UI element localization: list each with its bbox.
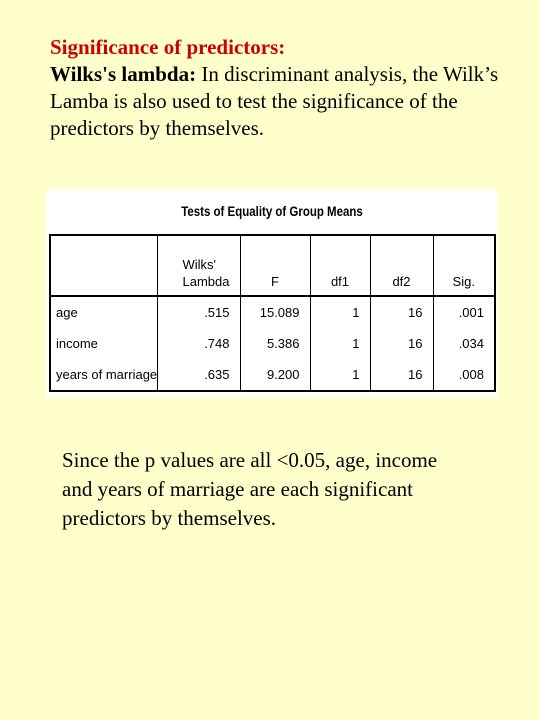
intro-term: Wilks's lambda: xyxy=(50,62,197,86)
cell-sig: .001 xyxy=(433,296,495,328)
row-label: years of marriage xyxy=(50,359,157,391)
group-means-table xyxy=(49,234,496,392)
cell-lambda: .748 xyxy=(157,328,240,359)
header-wilks-lambda xyxy=(157,235,240,296)
cell-sig: .008 xyxy=(433,359,495,391)
cell-f: 15.089 xyxy=(240,296,310,328)
header-df1: df1 xyxy=(310,235,370,296)
header-lambda-line2: Lambda xyxy=(182,274,230,289)
row-label: income xyxy=(50,328,157,359)
header-lambda-line1: Wilks' xyxy=(182,257,217,272)
cell-f: 9.200 xyxy=(240,359,310,391)
table-row xyxy=(50,359,495,391)
intro-paragraph xyxy=(50,61,520,142)
table-row xyxy=(50,296,495,328)
cell-sig: .034 xyxy=(433,328,495,359)
table-row xyxy=(50,328,495,359)
slide-heading: Significance of predictors: xyxy=(50,35,286,59)
output-table-panel xyxy=(46,189,498,397)
cell-lambda: .635 xyxy=(157,359,240,391)
conclusion-paragraph: Since the p values are all <0.05, age, income and years of marriage are each significant predictors by themselves. xyxy=(62,448,438,530)
cell-df1: 1 xyxy=(310,359,370,391)
header-sig: Sig. xyxy=(433,235,495,296)
cell-df2: 16 xyxy=(370,296,433,328)
cell-df2: 16 xyxy=(370,328,433,359)
cell-df1: 1 xyxy=(310,328,370,359)
table-header-row xyxy=(50,235,495,296)
intro-text: In discriminant analysis, the Wilk’s Lamba is also used to test the significance of the predictors by themselves. xyxy=(50,62,499,140)
header-df2: df2 xyxy=(370,235,433,296)
row-label: age xyxy=(50,296,157,328)
table-title: Tests of Equality of Group Means xyxy=(181,203,363,219)
cell-lambda: .515 xyxy=(157,296,240,328)
header-f: F xyxy=(240,235,310,296)
cell-df2: 16 xyxy=(370,359,433,391)
cell-f: 5.386 xyxy=(240,328,310,359)
header-blank xyxy=(50,235,157,296)
cell-df1: 1 xyxy=(310,296,370,328)
